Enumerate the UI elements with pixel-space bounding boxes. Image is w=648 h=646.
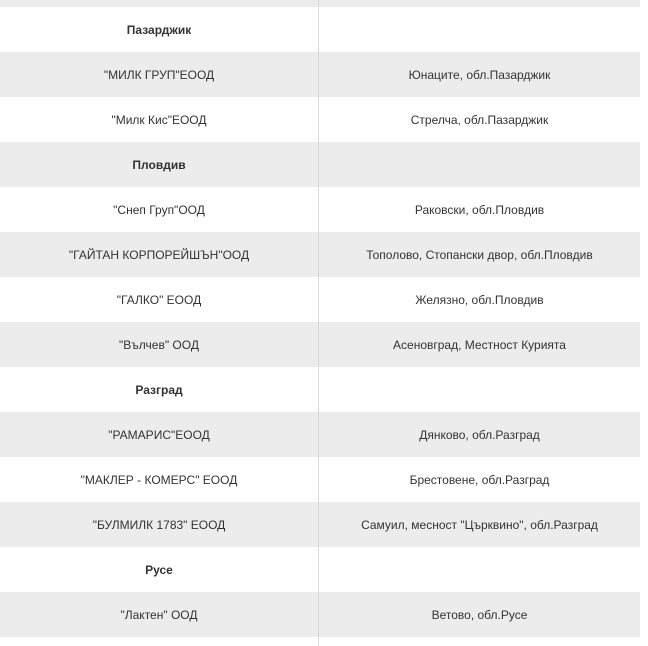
table-row (0, 52, 640, 97)
location-cell: Дянково, обл.Разград (419, 427, 540, 442)
location-cell: Брестовене, обл.Разград (409, 472, 550, 487)
location-cell: Асеновград, Местност Курията (393, 337, 566, 352)
company-cell: "МАКЛЕР - КОМЕРС" ЕООД (0, 457, 319, 502)
table-row (0, 277, 640, 322)
location-cell: Раковски, обл.Пловдив (414, 202, 545, 217)
region-header-row (0, 7, 640, 52)
table-row (0, 457, 640, 502)
company-cell (0, 0, 319, 7)
region-name: Пазарджик (0, 7, 319, 52)
region-name: Пловдив (0, 142, 319, 187)
company-cell: "РАМАРИС"ЕООД (0, 412, 319, 457)
company-cell: "МИЛК ГРУП"ЕООД (0, 52, 319, 97)
location-cell: Ветово, обл.Русе (431, 607, 528, 622)
table-row (0, 592, 640, 637)
region-name: Русе (0, 547, 319, 592)
location-cell (319, 547, 640, 592)
company-cell: "БУЛМИЛК 1783" ЕООД (0, 502, 319, 547)
region-header-row (0, 142, 640, 187)
location-cell (319, 367, 640, 412)
region-name: Разград (0, 367, 319, 412)
table-row (0, 0, 640, 7)
table-row (0, 322, 640, 367)
company-cell: "ГАЛКО" ЕООД (0, 277, 319, 322)
company-cell: "Милк Кис"ЕООД (0, 97, 319, 142)
location-cell: Стрелча, обл.Пазарджик (410, 112, 549, 127)
region-header-row (0, 547, 640, 592)
company-cell: "Снеп Груп"ООД (0, 187, 319, 232)
company-cell: "Лактен" ООД (0, 592, 319, 637)
company-cell: "ГАЙТАН КОРПОРЕЙШЪН"ООД (0, 232, 319, 277)
table-row (0, 97, 640, 142)
region-header-row (0, 367, 640, 412)
table-row (0, 412, 640, 457)
location-cell: Тополово, Стопански двор, обл.Пловдив (366, 247, 593, 262)
location-cell (319, 142, 640, 187)
location-cell (319, 7, 640, 52)
location-cell: Желязно, обл.Пловдив (415, 292, 544, 307)
company-cell: "Вълчев" ООД (0, 322, 319, 367)
location-cell: Юнаците, обл.Пазарджик (408, 67, 551, 82)
table-row (0, 502, 640, 547)
table-row (0, 187, 640, 232)
location-cell: Самуил, месност "Църквино", обл.Разград (361, 517, 598, 532)
table-row (0, 232, 640, 277)
location-cell (319, 0, 640, 7)
column-divider (318, 637, 319, 646)
